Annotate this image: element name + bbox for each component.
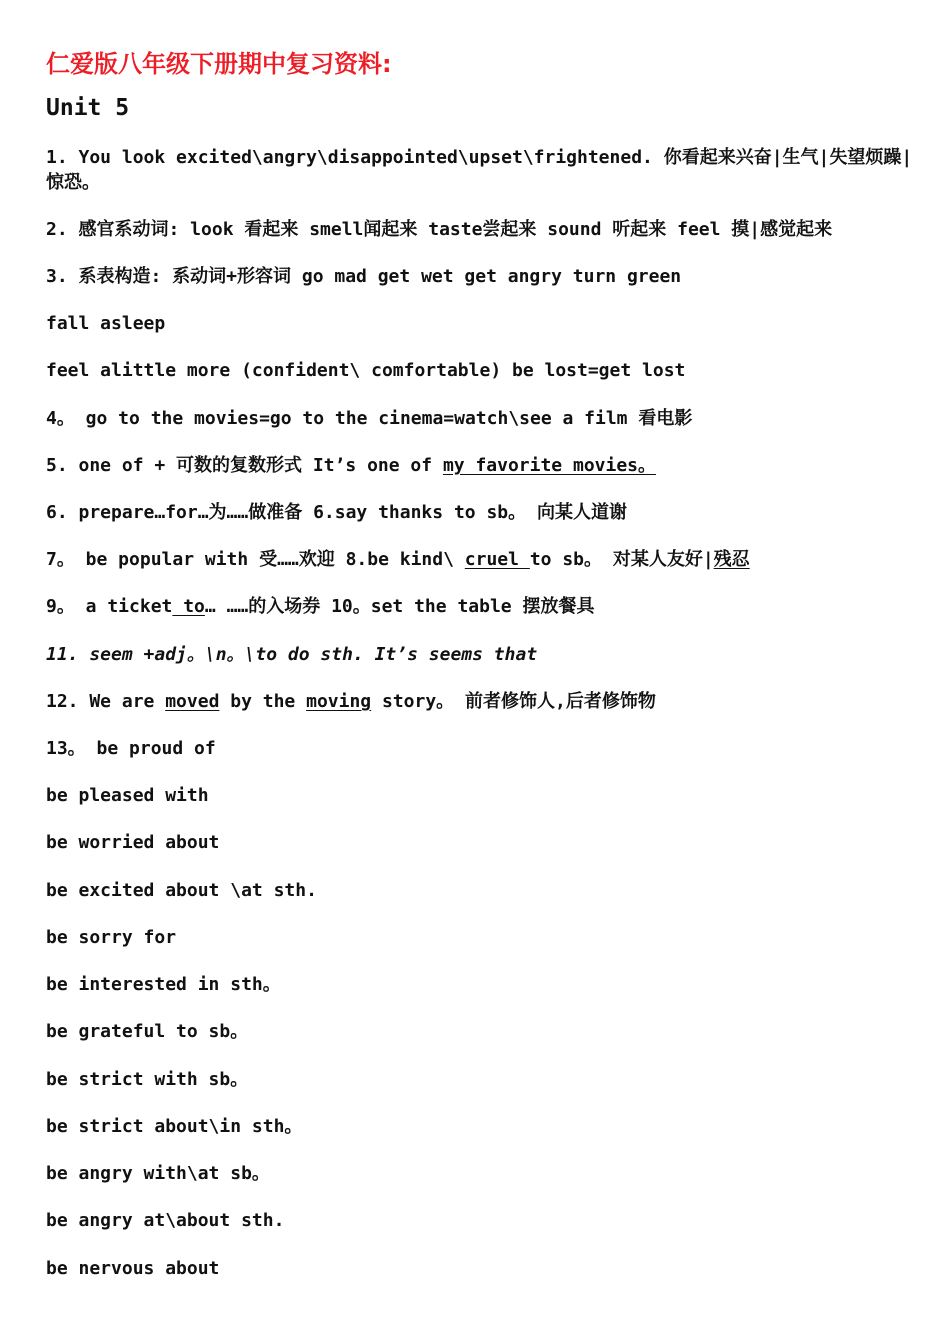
phrase-line: be worried about <box>46 832 220 853</box>
phrase-line: be sorry for <box>46 927 177 948</box>
phrase-line: be interested in sth。 <box>46 974 281 995</box>
note-item-7-text-b: to sb。 对某人友好| <box>529 549 714 570</box>
phrase-line: be strict about\in sth。 <box>46 1116 303 1137</box>
note-item-7 <box>46 547 916 572</box>
note-item-12-text-a: 12. We are <box>46 691 166 712</box>
note-item-1: 1. You look excited\angry\disappointed\upset\frightened. 你看起来兴奋|生气|失望烦躁|惊恐。 <box>46 147 913 193</box>
note-item-12-underlined-moving: moving <box>306 691 372 712</box>
note-item-9-text-b: … ……的入场券 10。set the table 摆放餐具 <box>204 596 595 617</box>
note-item-12-text-b: by the <box>219 691 307 712</box>
document-title: 仁爱版八年级下册期中复习资料: <box>46 50 392 78</box>
phrase-line: be strict with sb。 <box>46 1069 249 1090</box>
note-item-9-underlined-to: to <box>172 596 205 617</box>
note-item-13: 13。 be proud of <box>46 738 216 759</box>
note-item-7-underlined-cruel: cruel <box>464 549 530 570</box>
phrase-line: be angry at\about sth. <box>46 1210 285 1231</box>
note-item-4: 4。 go to the movies=go to the cinema=watch\see a film 看电影 <box>46 408 693 429</box>
phrase-line: be angry with\at sb。 <box>46 1163 270 1184</box>
note-item-7-underlined-cruel-cn: 残忍 <box>713 549 750 570</box>
note-item-3: 3. 系表构造: 系动词+形容词 go mad get wet get angry turn green <box>46 266 682 287</box>
note-line-fall-asleep: fall asleep <box>46 313 166 334</box>
phrase-line: be nervous about <box>46 1258 220 1279</box>
note-item-5-text: 5. one of + 可数的复数形式 It’s one of <box>46 455 443 476</box>
note-line-feel: feel alittle more (confident\ comfortable) be lost=get lost <box>46 360 686 381</box>
phrase-line: be excited about \at sth. <box>46 880 317 901</box>
note-item-5 <box>46 453 916 478</box>
note-item-7-text-a: 7。 be popular with 受……欢迎 8.be kind\ <box>46 549 465 570</box>
unit-heading: Unit 5 <box>46 95 130 121</box>
note-item-11: 11. seem +adj。\n。\to do sth. It’s seems that <box>46 644 538 665</box>
phrase-line: be pleased with <box>46 785 209 806</box>
note-item-6: 6. prepare…for…为……做准备 6.say thanks to sb。 向某人道谢 <box>46 502 627 523</box>
note-item-5-underlined: my favorite movies。 <box>442 455 657 476</box>
phrase-line: be grateful to sb。 <box>46 1021 249 1042</box>
note-item-9-text-a: 9。 a ticket <box>46 596 173 617</box>
note-item-12-text-c: story。 前者修饰人,后者修饰物 <box>371 691 656 712</box>
note-item-2: 2. 感官系动词: look 看起来 smell闻起来 taste尝起来 sound 听起来 feel 摸|感觉起来 <box>46 219 833 240</box>
note-item-12 <box>46 689 916 714</box>
note-item-9 <box>46 594 916 619</box>
note-item-12-underlined-moved: moved <box>165 691 220 712</box>
